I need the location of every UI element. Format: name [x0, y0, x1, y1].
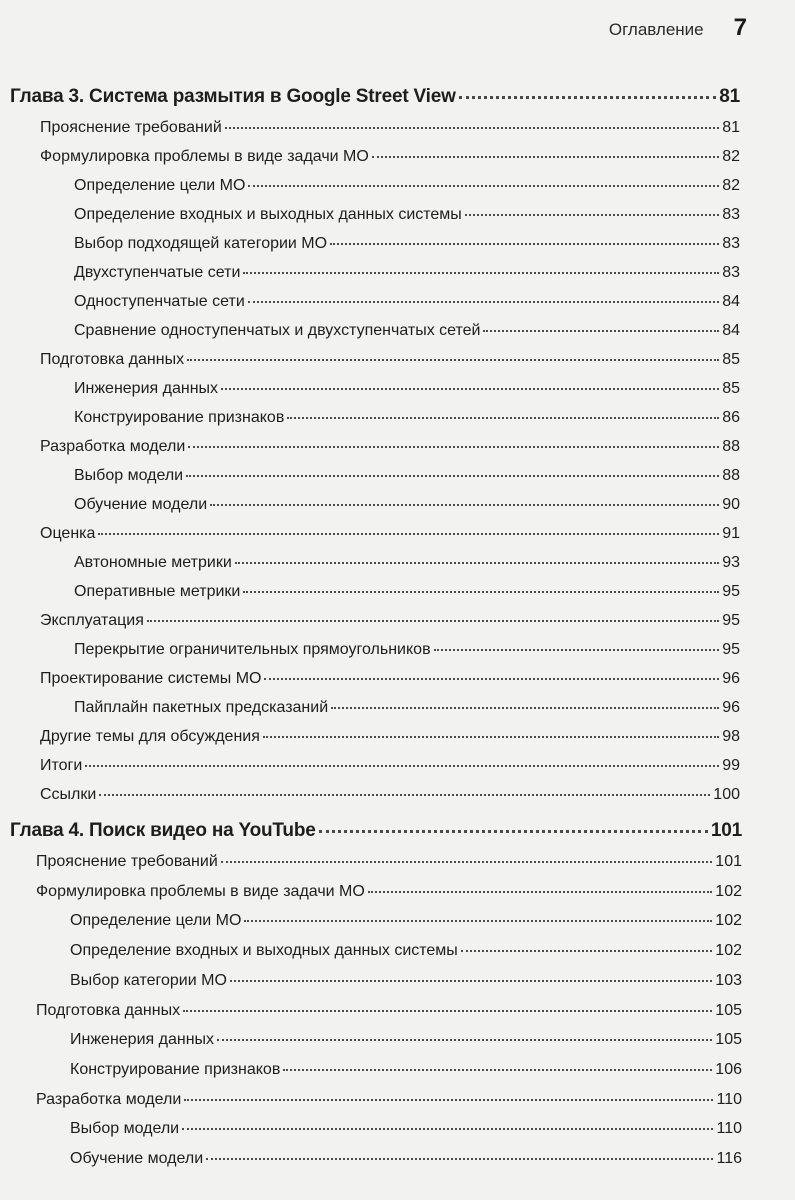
toc-section	[40, 525, 740, 543]
dot-leader	[287, 417, 719, 419]
toc-page-number: 82	[722, 148, 740, 165]
dot-leader	[183, 1010, 712, 1012]
dot-leader	[243, 272, 719, 274]
running-head-title: Оглавление	[608, 20, 704, 39]
dot-leader	[264, 678, 719, 680]
toc-section	[40, 119, 740, 137]
toc-entry-title: Подготовка данных	[40, 351, 185, 368]
toc-page-number: 96	[722, 699, 740, 716]
toc-entry-title: Пайплайн пакетных предсказаний	[74, 699, 329, 716]
toc-entry-title: Прояснение требований	[40, 119, 222, 136]
toc-entry-title: Разработка модели	[36, 1090, 182, 1108]
toc-section	[36, 1002, 742, 1020]
dot-leader	[331, 707, 719, 709]
toc-page-number: 88	[722, 438, 740, 455]
toc-subsection	[74, 409, 740, 427]
toc-section	[40, 148, 740, 166]
toc-entry-title: Разработка модели	[40, 438, 186, 455]
dot-leader	[434, 649, 720, 651]
dot-leader	[244, 920, 712, 922]
toc-entry-title: Формулировка проблемы в виде задачи МО	[36, 882, 365, 900]
dot-leader	[186, 475, 719, 477]
toc-subsection	[70, 1150, 742, 1168]
toc-page-number: 96	[722, 670, 740, 687]
dot-leader	[465, 214, 719, 216]
toc-entry-title: Выбор категории МО	[70, 971, 227, 989]
toc-subsection	[74, 641, 740, 659]
toc-entry-title: Прояснение требований	[36, 853, 218, 870]
toc-page-number: 95	[722, 612, 740, 629]
dot-leader	[368, 891, 712, 893]
toc-entry-title: Итоги	[40, 757, 83, 774]
toc-page-number: 98	[722, 728, 740, 745]
toc-page-number: 99	[722, 757, 740, 774]
toc-subsection	[70, 1061, 742, 1079]
toc-page-number: 105	[715, 1001, 742, 1019]
toc-entry-title: Формулировка проблемы в виде задачи МО	[40, 148, 369, 165]
toc-subsection	[74, 293, 740, 311]
toc-page-number: 84	[722, 322, 740, 339]
toc-page-number: 95	[722, 641, 740, 658]
toc-page-number: 83	[722, 206, 740, 223]
toc-entry-title: Выбор подходящей категории МО	[74, 235, 328, 252]
toc-entry-title: Обучение модели	[74, 496, 208, 513]
toc-page-number: 101	[710, 820, 742, 841]
toc-entry-title: Эксплуатация	[40, 612, 144, 629]
toc-entry-title: Перекрытие ограничительных прямоугольников	[74, 641, 431, 658]
toc-page-number: 93	[722, 554, 740, 571]
toc-page-number: 81	[719, 86, 740, 107]
dot-leader	[221, 861, 713, 863]
dot-leader	[319, 830, 708, 833]
chapter-heading	[10, 820, 742, 842]
toc-subsection	[70, 942, 742, 960]
toc-page-number: 102	[715, 882, 742, 900]
dot-leader	[483, 330, 719, 332]
dot-leader	[184, 1099, 713, 1101]
dot-leader	[210, 504, 719, 506]
toc-subsection	[74, 583, 740, 601]
toc-section	[40, 670, 740, 688]
dot-leader	[230, 980, 712, 982]
dot-leader	[283, 1069, 712, 1071]
toc-subsection	[74, 467, 740, 485]
toc-page-number: 81	[722, 119, 740, 136]
toc-section	[40, 786, 740, 804]
toc-section	[40, 438, 740, 456]
toc-entry-title: Другие темы для обсуждения	[40, 728, 260, 745]
dot-leader	[248, 301, 719, 303]
dot-leader	[188, 446, 719, 448]
toc-section	[40, 351, 740, 369]
toc-entry-title: Одноступенчатые сети	[74, 293, 245, 310]
toc-page-number: 88	[722, 467, 740, 484]
toc-entry-title: Проектирование системы МО	[40, 670, 262, 687]
toc-page-number: 100	[713, 786, 740, 803]
toc-entry-title: Подготовка данных	[36, 1001, 181, 1019]
toc-page-number: 91	[722, 525, 740, 542]
toc-entry-title: Оперативные метрики	[74, 583, 241, 600]
toc-subsection	[70, 972, 742, 990]
toc-page-number: 95	[722, 583, 740, 600]
toc-entry-title: Определение входных и выходных данных системы	[70, 942, 458, 960]
dot-leader	[248, 185, 719, 187]
toc-subsection	[70, 912, 742, 930]
dot-leader	[459, 96, 717, 99]
toc-entry-title: Сравнение одноступенчатых и двухступенчатых сетей	[74, 322, 481, 339]
toc-subsection	[74, 177, 740, 195]
toc-subsection	[74, 322, 740, 340]
toc-page-number: 82	[722, 177, 740, 194]
dot-leader	[330, 243, 719, 245]
toc-subsection	[74, 235, 740, 253]
toc-section	[36, 853, 742, 871]
page-number: 7	[733, 14, 747, 41]
toc-entry-title: Автономные метрики	[74, 554, 232, 571]
dot-leader	[243, 591, 719, 593]
toc-entry-title: Инженерия данных	[70, 1031, 215, 1049]
toc-subsection	[74, 699, 740, 717]
toc-entry-title: Инженерия данных	[74, 380, 219, 397]
toc-page-number: 102	[715, 942, 742, 960]
dot-leader	[206, 1158, 713, 1160]
toc-entry-title: Глава 3. Система размытия в Google Street View	[10, 86, 456, 107]
toc-page-number: 105	[715, 1031, 742, 1049]
toc-entry-title: Глава 4. Поиск видео на YouTube	[10, 820, 316, 841]
toc-entry-title: Выбор модели	[70, 1120, 180, 1138]
dot-leader	[461, 950, 713, 952]
toc-page-number: 86	[722, 409, 740, 426]
running-head	[609, 14, 747, 42]
chapter-heading	[10, 86, 740, 108]
dot-leader	[147, 620, 719, 622]
dot-leader	[372, 156, 719, 158]
toc-page-number: 116	[716, 1150, 742, 1167]
dot-leader	[98, 533, 719, 535]
dot-leader	[187, 359, 719, 361]
toc-page-number: 85	[722, 351, 740, 368]
toc-page-number: 106	[715, 1060, 742, 1078]
toc-section	[40, 612, 740, 630]
dot-leader	[217, 1039, 712, 1041]
dot-leader	[99, 794, 710, 796]
toc-subsection	[74, 554, 740, 572]
toc-entry-title: Определение цели МО	[70, 912, 242, 930]
toc-section	[36, 1091, 742, 1109]
dot-leader	[263, 736, 719, 738]
dot-leader	[235, 562, 719, 564]
toc-section	[40, 757, 740, 775]
toc-page-number: 103	[715, 971, 742, 989]
toc-page-number: 110	[716, 1090, 742, 1108]
toc-entry-title: Двухступенчатые сети	[74, 264, 241, 281]
toc-subsection	[70, 1031, 742, 1049]
dot-leader	[85, 765, 719, 767]
toc-section	[40, 728, 740, 746]
dot-leader	[182, 1128, 713, 1130]
toc-entry-title: Определение входных и выходных данных системы	[74, 206, 462, 223]
toc-entry-title: Определение цели МО	[74, 177, 246, 194]
toc-entry-title: Ссылки	[40, 786, 97, 803]
toc-page-number: 84	[722, 293, 740, 310]
toc-page-number: 101	[715, 853, 742, 870]
dot-leader	[225, 127, 719, 129]
toc-subsection	[74, 380, 740, 398]
toc-subsection	[70, 1120, 742, 1138]
dot-leader	[221, 388, 719, 390]
toc-entry-title: Конструирование признаков	[74, 409, 285, 426]
toc-entry-title: Выбор модели	[74, 467, 184, 484]
toc-page-number: 83	[722, 264, 740, 281]
toc-subsection	[74, 264, 740, 282]
toc-section	[36, 883, 742, 901]
toc-page-number: 110	[716, 1120, 742, 1138]
toc-entry-title: Конструирование признаков	[70, 1060, 281, 1078]
toc-entry-title: Обучение модели	[70, 1150, 204, 1167]
toc-subsection	[74, 206, 740, 224]
toc-page-number: 102	[715, 912, 742, 930]
toc-subsection	[74, 496, 740, 514]
toc-entry-title: Оценка	[40, 525, 96, 542]
toc-page-number: 90	[722, 496, 740, 513]
toc-page-number: 85	[722, 380, 740, 397]
toc-page-number: 83	[722, 235, 740, 252]
